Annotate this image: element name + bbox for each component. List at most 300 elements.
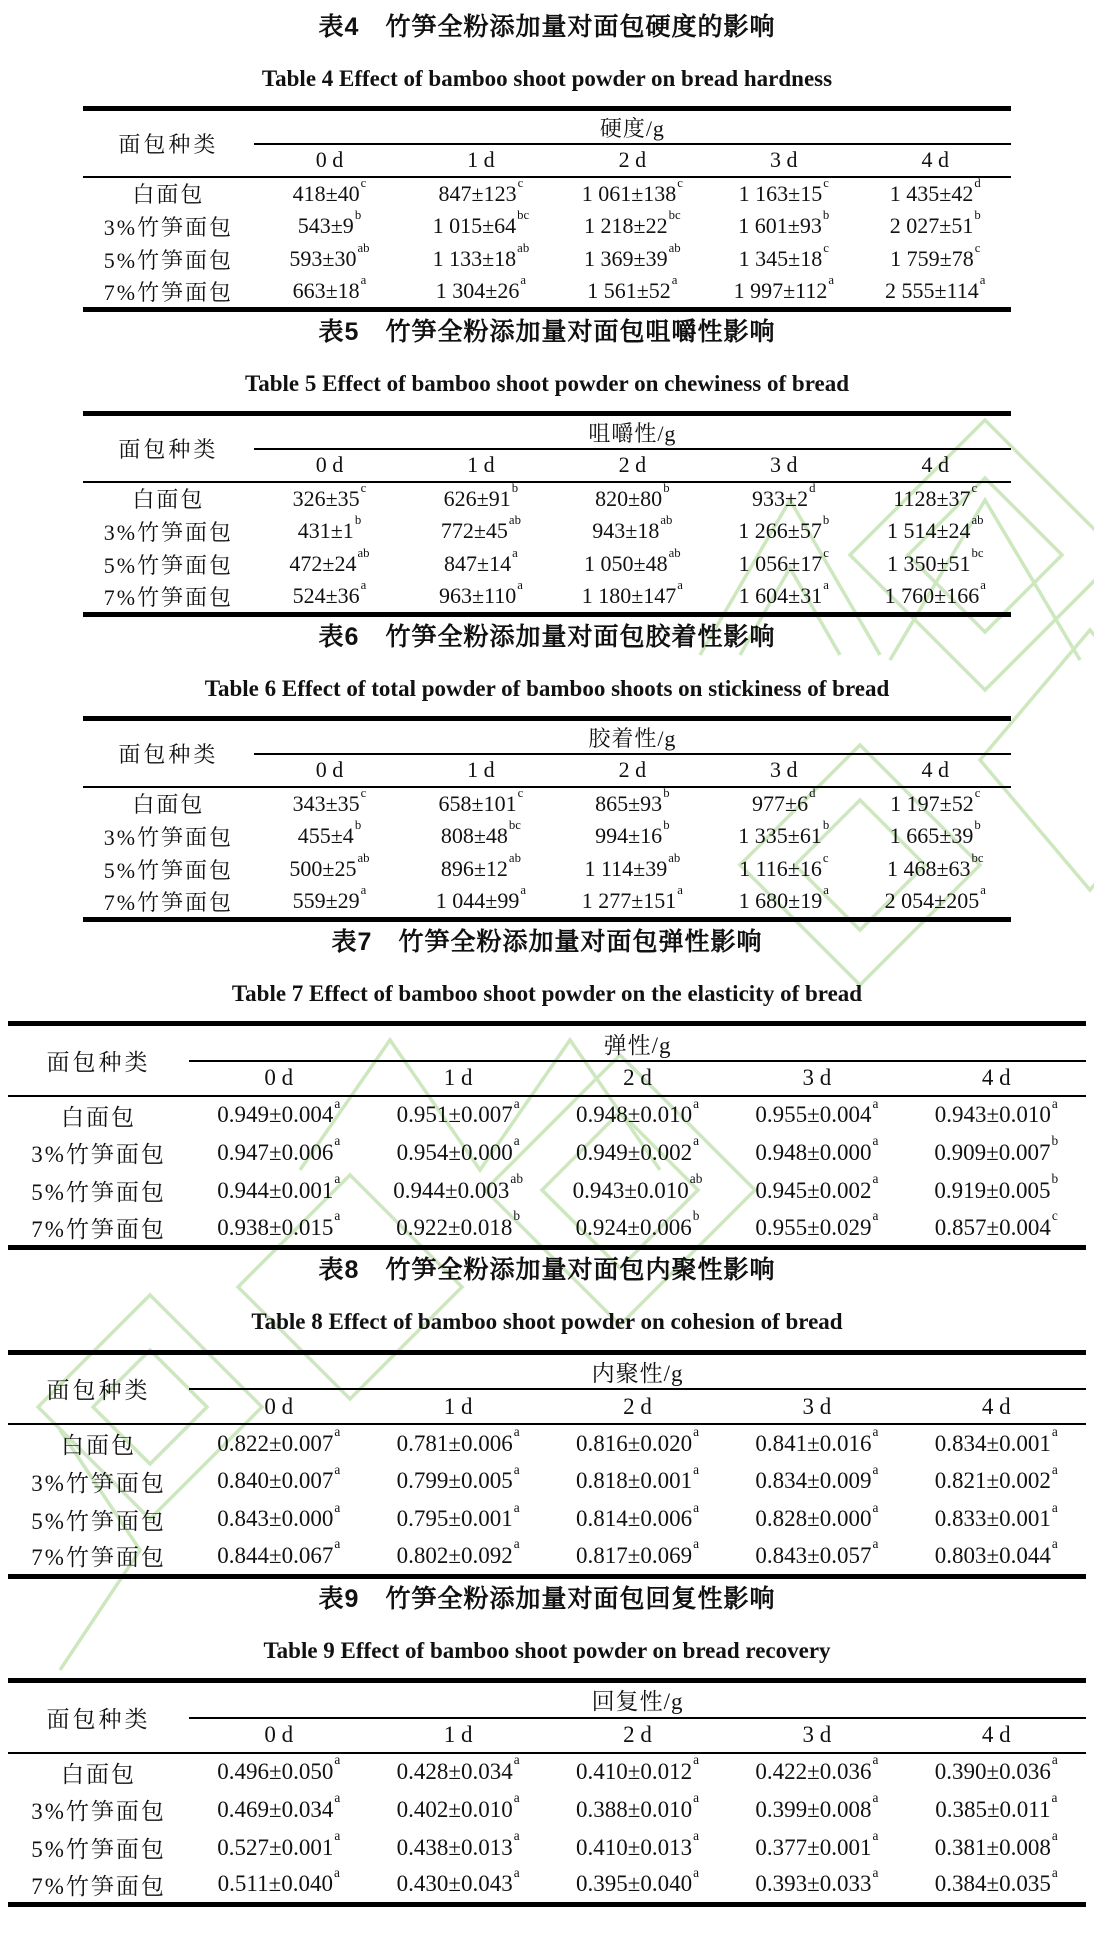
day-header: 1 d (405, 754, 556, 787)
measurement-value: 2 555±114 (885, 278, 979, 304)
measurement-value: 0.919±0.005 (934, 1177, 1051, 1203)
value-cell (254, 578, 405, 615)
measurement-value: 1 514±24 (886, 518, 971, 544)
significance-letter: a (693, 1095, 700, 1111)
value-cell (405, 482, 556, 515)
significance-letter: a (520, 273, 527, 288)
significance-letter: d (809, 480, 816, 495)
value-cell (708, 853, 859, 886)
value-cell (860, 578, 1012, 615)
significance-letter: b (822, 513, 830, 528)
table-row (83, 820, 1011, 853)
measurement-value: 0.821±0.002 (934, 1468, 1051, 1494)
measurement-value: 0.422±0.036 (755, 1759, 872, 1785)
measurement-value: 1 759±78 (890, 246, 974, 272)
table-row (83, 548, 1011, 581)
table-row (8, 1134, 1086, 1172)
bread-type-header: 面包种类 (8, 1024, 189, 1096)
significance-letter: a (872, 1461, 879, 1477)
bread-type-label: 7%竹笋面包 (103, 889, 234, 915)
measurement-value: 1 266±57 (738, 518, 822, 544)
table-6 (83, 716, 1011, 922)
measurement-value: 1 116±16 (739, 856, 822, 882)
measurement-value: 0.948±0.010 (576, 1102, 693, 1128)
measurement-value: 0.841±0.016 (755, 1430, 872, 1456)
significance-letter: c (360, 785, 367, 800)
measurement-value: 1 015±64 (432, 213, 517, 239)
measurement-value: 326±35 (292, 485, 360, 511)
value-cell (405, 883, 556, 920)
value-cell (708, 787, 859, 820)
day-header: 4 d (860, 449, 1012, 482)
significance-letter: a (872, 1864, 879, 1880)
measurement-value: 0.840±0.007 (217, 1468, 334, 1494)
bread-type-label: 3%竹笋面包 (103, 519, 234, 545)
significance-letter: a (334, 1095, 341, 1111)
significance-letter: ab (668, 241, 681, 256)
value-cell (557, 515, 708, 548)
measure-header: 回复性/g (189, 1681, 1086, 1718)
table-row (8, 1210, 1086, 1248)
table-row (83, 276, 1011, 310)
value-cell (405, 578, 556, 615)
table-row (83, 177, 1011, 210)
measurement-value: 0.822±0.007 (217, 1430, 334, 1456)
value-cell (708, 820, 859, 853)
significance-letter: a (334, 1133, 341, 1149)
significance-letter: a (333, 1864, 340, 1880)
table-4-title-en: Table 4 Effect of bamboo shoot powder on bread hardness (261, 66, 833, 91)
table-row (8, 1867, 1086, 1905)
measurement-value: 0.410±0.012 (576, 1759, 693, 1785)
value-cell (907, 1791, 1086, 1829)
value-cell (548, 1500, 727, 1538)
value-cell (557, 482, 708, 515)
value-cell (368, 1134, 547, 1172)
significance-letter: a (693, 1827, 700, 1843)
measurement-value: 0.438±0.013 (396, 1834, 513, 1860)
significance-letter: c (517, 785, 524, 800)
significance-letter: a (872, 1536, 879, 1552)
significance-letter: a (872, 1752, 879, 1768)
value-cell (708, 243, 859, 276)
value-cell (907, 1134, 1086, 1172)
measurement-value: 455±4 (297, 823, 354, 849)
value-cell (189, 1500, 368, 1538)
measurement-value: 0.388±0.010 (576, 1796, 693, 1822)
measurement-value: 658±101 (438, 790, 517, 816)
value-cell (557, 883, 708, 920)
significance-letter: a (520, 883, 527, 898)
measurement-value: 847±123 (438, 180, 517, 206)
value-cell (189, 1538, 368, 1576)
significance-letter: a (334, 1461, 341, 1477)
value-cell (708, 177, 859, 210)
measurement-value: 524±36 (292, 583, 360, 609)
value-cell (727, 1864, 906, 1905)
measurement-value: 0.469±0.034 (217, 1796, 334, 1822)
significance-letter: bc (508, 818, 521, 833)
measurement-value: 1 350±51 (886, 551, 971, 577)
table-4-title-zh: 表4 竹笋全粉添加量对面包硬度的影响 (318, 13, 776, 41)
significance-letter: a (1051, 1461, 1058, 1477)
measurement-value: 1 665±39 (889, 823, 974, 849)
value-cell (548, 1172, 727, 1210)
value-cell (405, 273, 556, 310)
value-cell (254, 548, 405, 581)
bread-type-label: 7%竹笋面包 (103, 584, 234, 610)
bread-type-label: 白面包 (61, 1433, 137, 1459)
measurement-value: 1 335±61 (738, 823, 822, 849)
table-row (8, 1096, 1086, 1134)
significance-letter: b (663, 818, 670, 833)
value-cell (708, 883, 859, 920)
measurement-value: 0.944±0.001 (217, 1177, 334, 1203)
measurement-value: 0.395±0.040 (576, 1871, 693, 1897)
measurement-value: 0.428±0.034 (396, 1759, 513, 1785)
significance-letter: a (693, 1424, 700, 1440)
value-cell (907, 1829, 1086, 1867)
table-8-title-zh: 表8 竹笋全粉添加量对面包内聚性影响 (318, 1256, 776, 1285)
value-cell (907, 1462, 1086, 1500)
significance-letter: a (872, 1499, 879, 1515)
day-header: 0 d (254, 144, 405, 177)
measurement-value: 0.410±0.013 (576, 1834, 693, 1860)
value-cell (548, 1538, 727, 1576)
measurement-value: 0.843±0.000 (217, 1506, 334, 1532)
value-cell (907, 1538, 1086, 1576)
value-cell (368, 1207, 547, 1248)
value-cell (405, 210, 556, 243)
significance-letter: ab (517, 241, 530, 256)
bread-type-header: 面包种类 (83, 414, 254, 482)
significance-letter: a (513, 1864, 520, 1880)
bread-type-label: 白面包 (61, 1761, 137, 1787)
value-cell (907, 1424, 1086, 1462)
value-cell (727, 1500, 906, 1538)
significance-letter: a (693, 1461, 700, 1477)
measurement-value: 1 197±52 (890, 790, 974, 816)
significance-letter: c (360, 480, 367, 495)
value-cell (368, 1864, 547, 1905)
significance-letter: ab (689, 1171, 703, 1187)
significance-letter: a (1051, 1424, 1058, 1440)
table-4 (83, 106, 1011, 312)
value-cell (189, 1096, 368, 1134)
value-cell (708, 210, 859, 243)
measurement-value: 431±1 (297, 518, 354, 544)
significance-letter: bc (668, 208, 681, 223)
value-cell (708, 482, 859, 515)
bread-type-label: 3%竹笋面包 (31, 1799, 166, 1825)
significance-letter: ab (357, 241, 370, 256)
value-cell (557, 820, 708, 853)
bread-type-label: 5%竹笋面包 (103, 857, 234, 883)
table-row (8, 1172, 1086, 1210)
significance-letter: a (872, 1095, 879, 1111)
day-header: 3 d (727, 1389, 906, 1424)
day-header: 0 d (189, 1061, 368, 1096)
measurement-value: 0.909±0.007 (934, 1139, 1051, 1165)
table-5 (83, 411, 1011, 617)
measurement-value: 0.945±0.002 (755, 1177, 872, 1203)
value-cell (557, 177, 708, 210)
measurement-value: 0.955±0.004 (755, 1102, 872, 1128)
significance-letter: a (872, 1424, 879, 1440)
value-cell (405, 515, 556, 548)
value-cell (254, 273, 405, 310)
measurement-value: 1 114±39 (584, 856, 668, 882)
table-row (83, 243, 1011, 276)
significance-letter: c (822, 851, 829, 866)
value-cell (907, 1864, 1086, 1905)
measurement-value: 543±9 (297, 213, 354, 239)
table-4-block (0, 12, 1094, 312)
measurement-value: 963±110 (438, 583, 517, 609)
measurement-value: 1 044±99 (435, 888, 520, 914)
bread-type-label: 3%竹笋面包 (103, 214, 234, 240)
bread-type-label: 5%竹笋面包 (31, 1180, 166, 1206)
value-cell (860, 787, 1012, 820)
bread-type-label: 5%竹笋面包 (103, 552, 234, 578)
significance-letter: a (1051, 1095, 1058, 1111)
significance-letter: a (677, 578, 683, 593)
significance-letter: b (354, 818, 362, 833)
significance-letter: ab (357, 546, 370, 561)
measurement-value: 1 218±22 (584, 213, 668, 239)
value-cell (254, 210, 405, 243)
measurement-value: 0.402±0.010 (396, 1796, 513, 1822)
measurement-value: 994±16 (595, 823, 663, 849)
measurement-value: 1 997±112 (733, 278, 828, 304)
measurement-value: 865±93 (595, 790, 663, 816)
significance-letter: a (693, 1752, 700, 1768)
day-header: 0 d (189, 1389, 368, 1424)
value-cell (254, 482, 405, 515)
table-row (83, 853, 1011, 886)
significance-letter: b (1051, 1171, 1059, 1187)
value-cell (708, 273, 859, 310)
day-header: 1 d (405, 144, 556, 177)
significance-letter: b (974, 818, 981, 833)
measurement-value: 847±14 (444, 551, 512, 577)
measurement-value: 0.833±0.001 (934, 1506, 1051, 1532)
measurement-value: 1 604±31 (738, 583, 823, 609)
measurement-value: 0.511±0.040 (217, 1871, 333, 1897)
significance-letter: c (974, 785, 981, 800)
value-cell (727, 1753, 906, 1791)
value-cell (548, 1753, 727, 1791)
value-cell (254, 177, 405, 210)
value-cell (189, 1753, 368, 1791)
significance-letter: a (823, 883, 829, 898)
measurement-value: 0.943±0.010 (934, 1102, 1051, 1128)
significance-letter: c (974, 241, 981, 256)
value-cell (405, 820, 556, 853)
measurement-value: 0.390±0.036 (934, 1759, 1051, 1785)
significance-letter: a (677, 883, 683, 898)
value-cell (860, 177, 1012, 210)
value-cell (907, 1172, 1086, 1210)
measurement-value: 0.384±0.035 (934, 1871, 1051, 1897)
measurement-value: 1 056±17 (738, 551, 823, 577)
measurement-value: 808±48 (440, 823, 508, 849)
significance-letter: a (513, 1461, 520, 1477)
table-row (8, 1538, 1086, 1576)
significance-letter: a (334, 1207, 341, 1223)
significance-letter: b (513, 1207, 521, 1223)
significance-letter: ab (971, 513, 984, 528)
significance-letter: a (513, 1752, 520, 1768)
value-cell (368, 1462, 547, 1500)
table-row (8, 1462, 1086, 1500)
value-cell (368, 1500, 547, 1538)
significance-letter: ab (508, 513, 521, 528)
significance-letter: a (513, 1536, 520, 1552)
bread-type-header: 面包种类 (8, 1352, 189, 1424)
significance-letter: a (693, 1133, 700, 1149)
day-header: 1 d (368, 1061, 547, 1096)
table-8-block (0, 1255, 1094, 1578)
measurement-value: 472±24 (289, 551, 357, 577)
day-header: 4 d (860, 144, 1012, 177)
table-row (8, 1791, 1086, 1829)
significance-letter: b (663, 480, 670, 495)
measurement-value: 1128±37 (893, 485, 971, 511)
significance-letter: a (360, 578, 367, 593)
value-cell (708, 548, 859, 581)
measurement-value: 1 369±39 (584, 246, 668, 272)
measurement-value: 418±40 (292, 180, 360, 206)
value-cell (368, 1829, 547, 1867)
value-cell (907, 1500, 1086, 1538)
table-6-block (0, 622, 1094, 922)
bread-type-label: 白面包 (132, 792, 205, 818)
significance-letter: a (693, 1789, 700, 1805)
significance-letter: a (360, 273, 367, 288)
value-cell (708, 515, 859, 548)
value-cell (189, 1207, 368, 1248)
measurement-value: 0.385±0.011 (935, 1796, 1051, 1822)
table-row (83, 210, 1011, 243)
significance-letter: c (823, 546, 829, 561)
significance-letter: a (513, 1424, 520, 1440)
measurement-value: 1 601±93 (738, 213, 822, 239)
measurement-value: 1 345±18 (738, 246, 823, 272)
value-cell (548, 1134, 727, 1172)
value-cell (189, 1134, 368, 1172)
significance-letter: a (872, 1827, 879, 1843)
measurement-value: 500±25 (289, 856, 357, 882)
day-header: 2 d (548, 1389, 727, 1424)
significance-letter: b (354, 513, 362, 528)
significance-letter: b (692, 1207, 700, 1223)
measurement-value: 0.844±0.067 (217, 1542, 334, 1568)
value-cell (405, 243, 556, 276)
measurement-value: 933±2 (752, 485, 809, 511)
measurement-value: 0.781±0.006 (396, 1430, 513, 1456)
measurement-value: 0.814±0.006 (576, 1506, 693, 1532)
value-cell (907, 1207, 1086, 1248)
significance-letter: a (872, 1207, 879, 1223)
significance-letter: ab (510, 1171, 524, 1187)
value-cell (727, 1462, 906, 1500)
measurement-value: 1 468±63 (886, 856, 971, 882)
value-cell (727, 1207, 906, 1248)
day-header: 1 d (368, 1718, 547, 1753)
significance-letter: a (980, 578, 986, 593)
significance-letter: a (1051, 1789, 1058, 1805)
significance-letter: ab (668, 851, 681, 866)
day-header: 2 d (557, 449, 708, 482)
significance-letter: c (360, 175, 367, 190)
table-6-title-en: Table 6 Effect of total powder of bamboo shoots on stickiness of bread (204, 675, 890, 701)
bread-type-header: 面包种类 (83, 719, 254, 787)
table-7-title-en: Table 7 Effect of bamboo shoot powder on the elasticity of bread (231, 980, 863, 1006)
significance-letter: a (513, 1499, 520, 1515)
measurement-value: 0.857±0.004 (934, 1214, 1051, 1240)
significance-letter: b (511, 480, 519, 495)
value-cell (907, 1096, 1086, 1134)
measurement-value: 772±45 (440, 518, 508, 544)
measure-header: 咀嚼性/g (254, 414, 1011, 449)
value-cell (557, 548, 708, 581)
value-cell (254, 515, 405, 548)
table-6-title-zh: 表6 竹笋全粉添加量对面包胶着性影响 (318, 622, 776, 651)
measurement-value: 0.938±0.015 (217, 1214, 334, 1240)
table-5-title-zh: 表5 竹笋全粉添加量对面包咀嚼性影响 (318, 317, 776, 346)
day-header: 0 d (254, 449, 405, 482)
value-cell (405, 177, 556, 210)
significance-letter: a (823, 578, 829, 593)
bread-type-label: 7%竹笋面包 (31, 1873, 166, 1899)
value-cell (254, 883, 405, 920)
table-row (83, 787, 1011, 820)
measurement-value: 1 680±19 (738, 888, 823, 914)
value-cell (368, 1424, 547, 1462)
significance-letter: a (693, 1536, 700, 1552)
significance-letter: a (513, 1133, 520, 1149)
measurement-value: 0.399±0.008 (755, 1796, 872, 1822)
value-cell (548, 1462, 727, 1500)
day-header: 3 d (708, 449, 859, 482)
measurement-value: 0.834±0.009 (755, 1468, 872, 1494)
value-cell (405, 853, 556, 886)
measurement-value: 977±6 (752, 790, 809, 816)
measurement-value: 1 061±138 (581, 180, 677, 206)
value-cell (557, 853, 708, 886)
significance-letter: c (1051, 1207, 1058, 1223)
significance-letter: a (334, 1424, 341, 1440)
day-header: 2 d (548, 1061, 727, 1096)
value-cell (860, 210, 1012, 243)
significance-letter: a (513, 1095, 520, 1111)
bread-type-header: 面包种类 (83, 109, 254, 177)
value-cell (557, 210, 708, 243)
measurement-value: 0.954±0.000 (396, 1139, 513, 1165)
significance-letter: a (334, 1789, 341, 1805)
significance-letter: b (822, 208, 830, 223)
value-cell (727, 1172, 906, 1210)
significance-letter: ab (357, 851, 370, 866)
table-9-title-zh: 表9 竹笋全粉添加量对面包回复性影响 (318, 1584, 776, 1613)
significance-letter: a (334, 1752, 341, 1768)
measure-header: 硬度/g (254, 109, 1011, 144)
value-cell (860, 883, 1012, 920)
table-row (83, 515, 1011, 548)
table-row (83, 886, 1011, 920)
measurement-value: 1 050±48 (584, 551, 668, 577)
